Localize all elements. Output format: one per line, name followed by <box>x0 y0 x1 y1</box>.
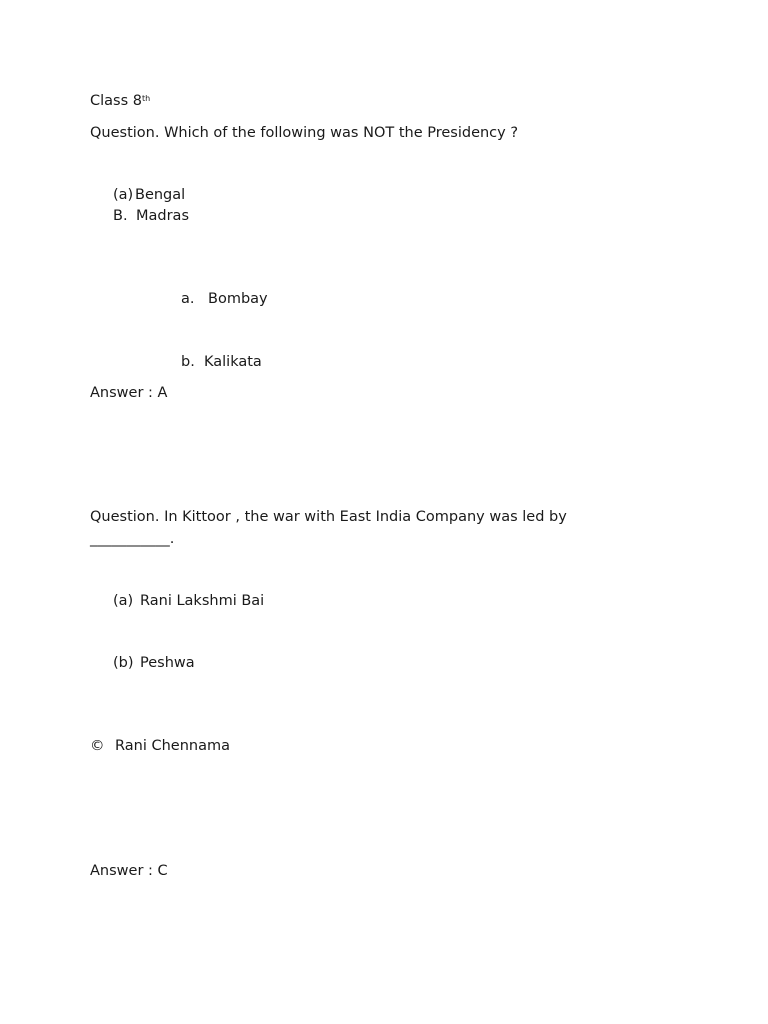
question-1-option-c <box>181 290 268 308</box>
question-1-text: Question. Which of the following was NOT the Presidency ? <box>90 125 519 141</box>
option-text: Kalikata <box>204 354 262 370</box>
question-2-option-b <box>113 654 195 672</box>
question-2-text-line1: Question. In Kittoor , the war with East India Company was led by <box>90 509 567 525</box>
question-1-option-a <box>113 186 185 204</box>
option-marker: b. <box>181 354 195 370</box>
class-suffix: th <box>141 94 151 103</box>
option-text: Madras <box>136 208 190 224</box>
option-text: Bengal <box>135 187 186 203</box>
question-2-text-line2: ___________. <box>90 531 175 547</box>
question-2-option-c <box>90 737 230 755</box>
option-text: Bombay <box>208 291 268 307</box>
option-marker: (a) <box>113 187 134 203</box>
option-text: Peshwa <box>140 655 195 671</box>
question-2-answer: Answer : C <box>90 863 168 879</box>
question-1-answer: Answer : A <box>90 385 168 401</box>
question-1-option-b <box>113 207 189 225</box>
class-label: Class 8 <box>90 93 142 109</box>
question-2-option-a <box>113 592 264 610</box>
option-marker: a. <box>181 291 195 307</box>
option-text: Rani Chennama <box>115 738 230 754</box>
option-marker: (b) <box>113 655 134 671</box>
option-marker: B. <box>113 208 128 224</box>
class-heading <box>90 92 150 110</box>
option-marker: (a) <box>113 593 134 609</box>
option-text: Rani Lakshmi Bai <box>140 593 265 609</box>
question-1-option-d <box>181 353 262 371</box>
option-marker: © <box>90 738 105 754</box>
